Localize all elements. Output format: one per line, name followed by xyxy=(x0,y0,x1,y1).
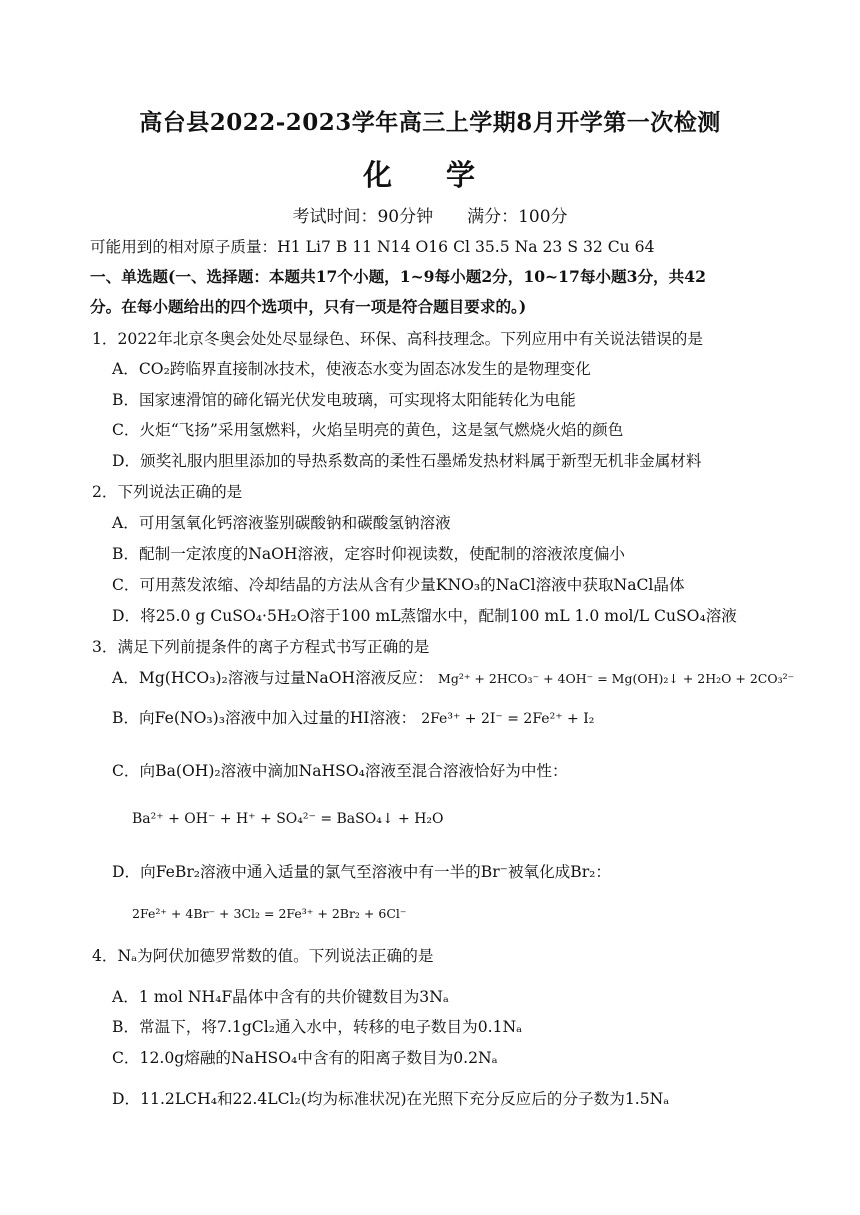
question-3-option-b-text: B．向Fe(NO₃)₃溶液中加入过量的HI溶液： xyxy=(112,709,417,727)
question-3-option-d: D．向FeBr₂溶液中通入适量的氯气至溶液中有一半的Br⁻被氧化成Br₂： xyxy=(112,863,612,881)
question-3-option-b xyxy=(112,706,594,728)
question-4-option-d: D．11.2LCH₄和22.4LCl₂(均为标准状况)在光照下充分反应后的分子数为1.5Nₐ xyxy=(112,1090,670,1108)
question-1-option-d: D．颁奖礼服内胆里添加的导热系数高的柔性石墨烯发热材料属于新型无机非金属材料 xyxy=(112,452,702,470)
question-3-option-a xyxy=(112,666,794,688)
question-3-option-a-text: A．Mg(HCO₃)₂溶液与过量NaOH溶液反应： xyxy=(112,669,434,687)
question-1-option-a: A．CO₂跨临界直接制冰技术，使液态水变为固态冰发生的是物理变化 xyxy=(112,360,591,378)
question-2-option-a: A．可用氢氧化钙溶液鉴别碳酸钠和碳酸氢钠溶液 xyxy=(112,514,451,532)
exam-info xyxy=(0,202,860,227)
question-4-option-c: C．12.0g熔融的NaHSO₄中含有的阳离子数目为0.2Nₐ xyxy=(112,1049,498,1067)
question-3-equation-c: Ba²⁺ + OH⁻ + H⁺ + SO₄²⁻ = BaSO₄↓ + H₂O xyxy=(132,811,444,827)
atomic-masses: 可能用到的相对原子质量：H1 Li7 B 11 N14 O16 Cl 35.5 Na 23 S 32 Cu 64 xyxy=(90,238,655,256)
subject-title: 化 学 xyxy=(362,158,498,192)
question-4-stem: 4．Nₐ为阿伏加德罗常数的值。下列说法正确的是 xyxy=(92,947,434,965)
question-3-stem: 3．满足下列前提条件的离子方程式书写正确的是 xyxy=(92,638,430,656)
exam-time: 考试时间：90分钟 xyxy=(292,207,434,227)
question-2-option-c: C．可用蒸发浓缩、冷却结晶的方法从含有少量KNO₃的NaCl溶液中获取NaCl晶体 xyxy=(112,576,685,594)
question-3-option-c: C．向Ba(OH)₂溶液中滴加NaHSO₄溶液至混合溶液恰好为中性： xyxy=(112,762,568,780)
section-heading-line2: 分。在每小题给出的四个选项中，只有一项是符合题目要求的。) xyxy=(90,297,527,316)
question-4-option-b: B．常温下，将7.1gCl₂通入水中，转移的电子数目为0.1Nₐ xyxy=(112,1018,523,1036)
question-2-stem: 2．下列说法正确的是 xyxy=(92,483,243,501)
question-3-equation-b: 2Fe³⁺ + 2I⁻ = 2Fe²⁺ + I₂ xyxy=(421,711,595,727)
question-2-option-b: B．配制一定浓度的NaOH溶液，定容时仰视读数，使配制的溶液浓度偏小 xyxy=(112,545,626,563)
question-1-option-b: B．国家速滑馆的碲化镉光伏发电玻璃，可实现将太阳能转化为电能 xyxy=(112,391,576,409)
question-1-stem: 1．2022年北京冬奥会处处尽显绿色、环保、高科技理念。下列应用中有关说法错误的是 xyxy=(92,330,703,348)
question-1-option-c: C．火炬“飞扬”采用氢燃料，火焰呈明亮的黄色，这是氢气燃烧火焰的颜色 xyxy=(112,421,624,439)
question-2-option-d: D．将25.0 g CuSO₄·5H₂O溶于100 mL蒸馏水中，配制100 mL 1.0 mol/L CuSO₄溶液 xyxy=(112,607,737,625)
question-3-equation-a: Mg²⁺ + 2HCO₃⁻ + 4OH⁻ = Mg(OH)₂↓ + 2H₂O + 2CO₃²⁻ xyxy=(438,671,795,686)
question-4-option-a: A．1 mol NH₄F晶体中含有的共价键数目为3Nₐ xyxy=(112,988,449,1006)
section-heading-line1: 一、单选题(一、选择题：本题共17个小题，1~9每小题2分，10~17每小题3分，共42 xyxy=(90,267,706,286)
full-score: 满分：100分 xyxy=(467,207,568,227)
question-3-equation-d: 2Fe²⁺ + 4Br⁻ + 3Cl₂ = 2Fe³⁺ + 2Br₂ + 6Cl⁻ xyxy=(132,906,407,921)
exam-title: 高台县2022-2023学年高三上学期8月开学第一次检测 xyxy=(139,109,721,136)
